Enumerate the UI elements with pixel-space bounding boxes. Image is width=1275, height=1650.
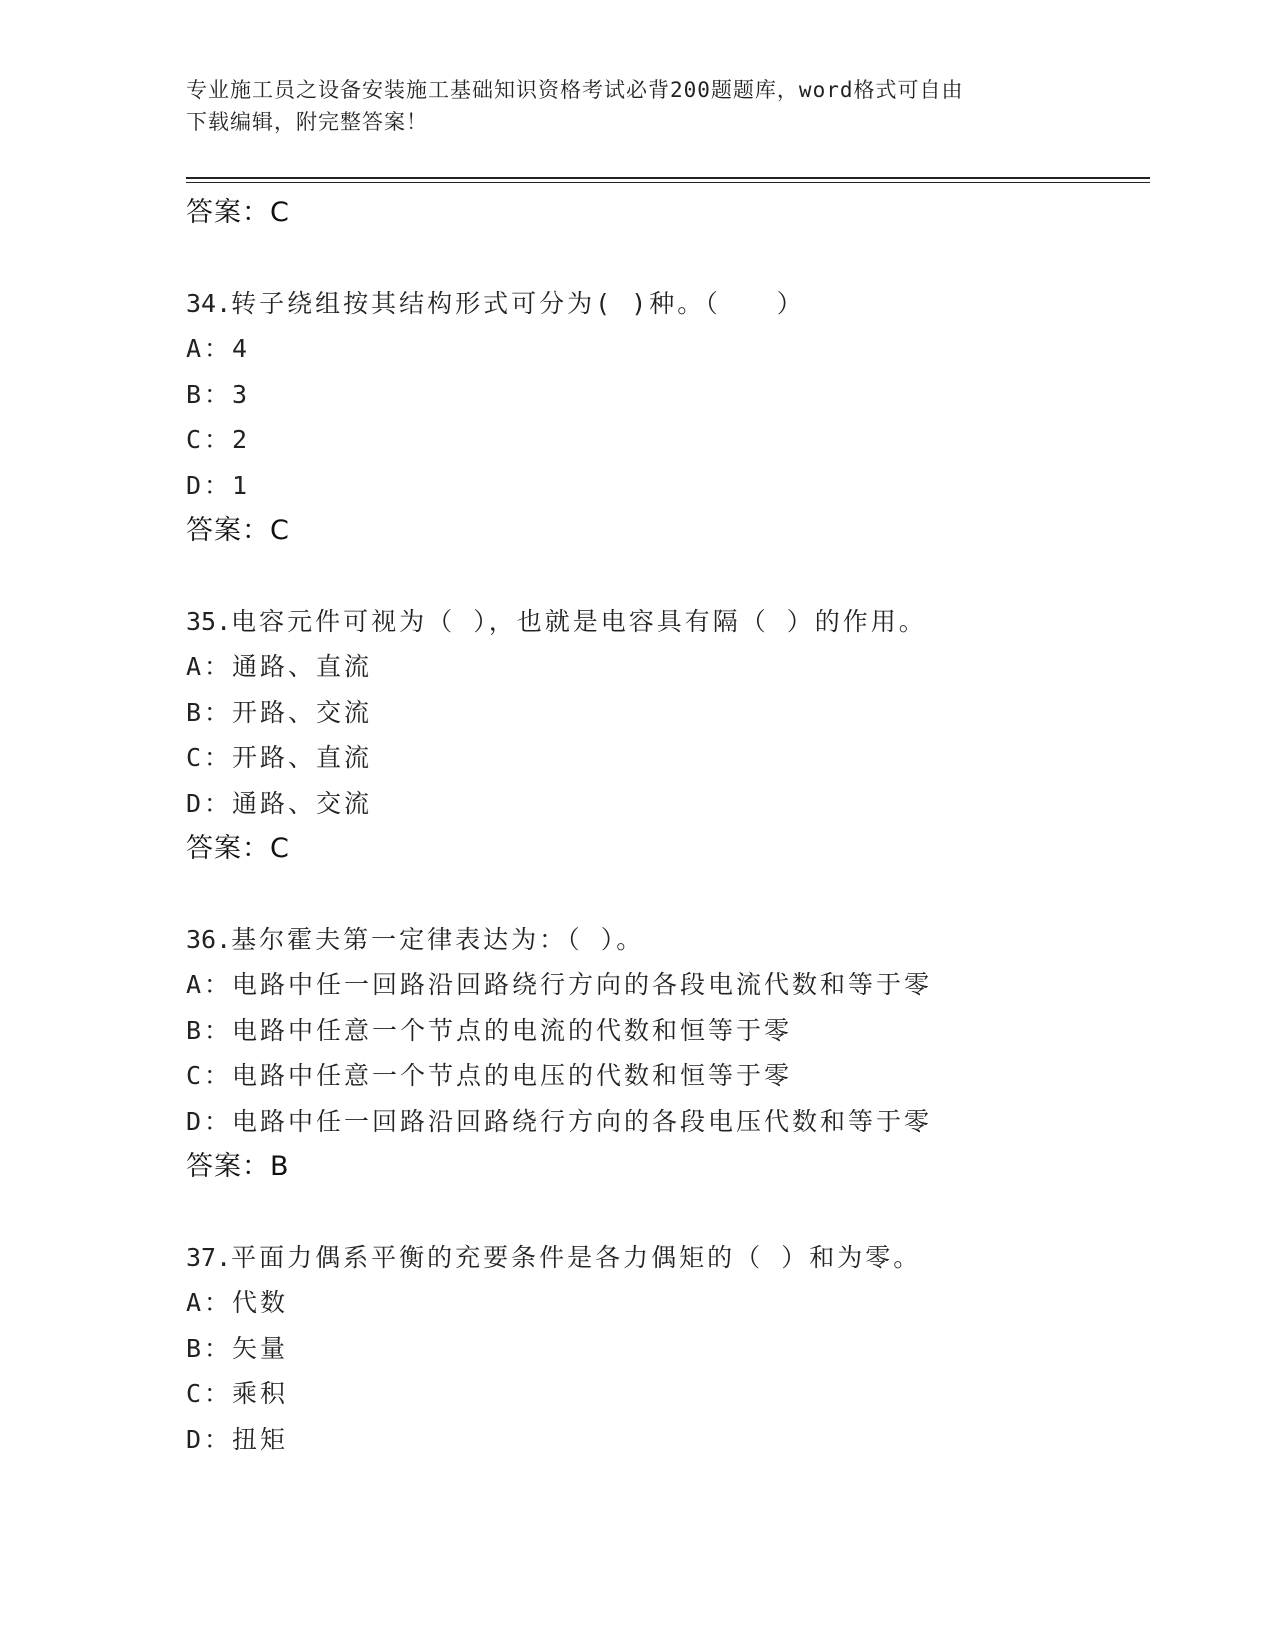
- spacer: [186, 1190, 1150, 1235]
- previous-answer: 答案：C: [186, 197, 290, 228]
- answer: 答案：B: [186, 1151, 290, 1182]
- option-c: C：电路中任意一个节点的电压的代数和恒等于零: [186, 1061, 793, 1090]
- option-d: D：1: [186, 470, 251, 500]
- option-d: D：通路、交流: [186, 788, 373, 818]
- option-d: D：扭矩: [186, 1424, 289, 1454]
- option-c: C：2: [186, 425, 251, 454]
- header-divider-thick: [186, 177, 1150, 179]
- question-36: [186, 917, 1150, 1190]
- option-a: A：电路中任一回路沿回路绕行方向的各段电流代数和等于零: [186, 970, 933, 999]
- answer: 答案：C: [186, 833, 290, 864]
- spacer: [186, 872, 1150, 917]
- question-number: 36.: [186, 924, 232, 954]
- option-d: D：电路中任一回路沿回路绕行方向的各段电压代数和等于零: [186, 1106, 933, 1136]
- question-stem: [186, 917, 1150, 963]
- question-text: 平面力偶系平衡的充要条件是各力偶矩的（ ）和为零。: [231, 1242, 922, 1272]
- question-stem: [186, 281, 1150, 327]
- option-a: A：4: [186, 334, 251, 363]
- question-list: [186, 190, 1150, 1462]
- option-c: C：开路、直流: [186, 743, 373, 772]
- question-text: 电容元件可视为（ ），也就是电容具有隔（ ）的作用。: [231, 606, 927, 636]
- header-divider-thin: [186, 182, 1150, 183]
- question-34: [186, 281, 1150, 554]
- option-a: A：代数: [186, 1288, 289, 1317]
- question-stem: [186, 1235, 1150, 1281]
- option-a: A：通路、直流: [186, 652, 373, 681]
- question-number: 35.: [186, 606, 232, 636]
- question-37: [186, 1235, 1150, 1463]
- header-line-2: 下载编辑，附完整答案！: [186, 110, 428, 134]
- option-b: B：开路、交流: [186, 697, 373, 727]
- question-number: 37.: [186, 1242, 232, 1272]
- question-number: 34.: [186, 288, 232, 318]
- option-b: B：电路中任意一个节点的电流的代数和恒等于零: [186, 1015, 793, 1045]
- option-b: B：3: [186, 379, 251, 409]
- spacer: [186, 554, 1150, 599]
- question-stem: [186, 599, 1150, 645]
- document-header: [186, 74, 1066, 138]
- question-text: 基尔霍夫第一定律表达为：（ ）。: [231, 924, 645, 954]
- question-35: [186, 599, 1150, 872]
- option-c: C：乘积: [186, 1379, 289, 1408]
- option-b: B：矢量: [186, 1333, 289, 1363]
- question-text: 转子绕组按其结构形式可分为( )种。（ ）: [231, 288, 805, 318]
- spacer: [186, 236, 1150, 281]
- header-line-1: 专业施工员之设备安装施工基础知识资格考试必背200题题库，word格式可自由: [186, 78, 964, 102]
- answer: 答案：C: [186, 515, 290, 546]
